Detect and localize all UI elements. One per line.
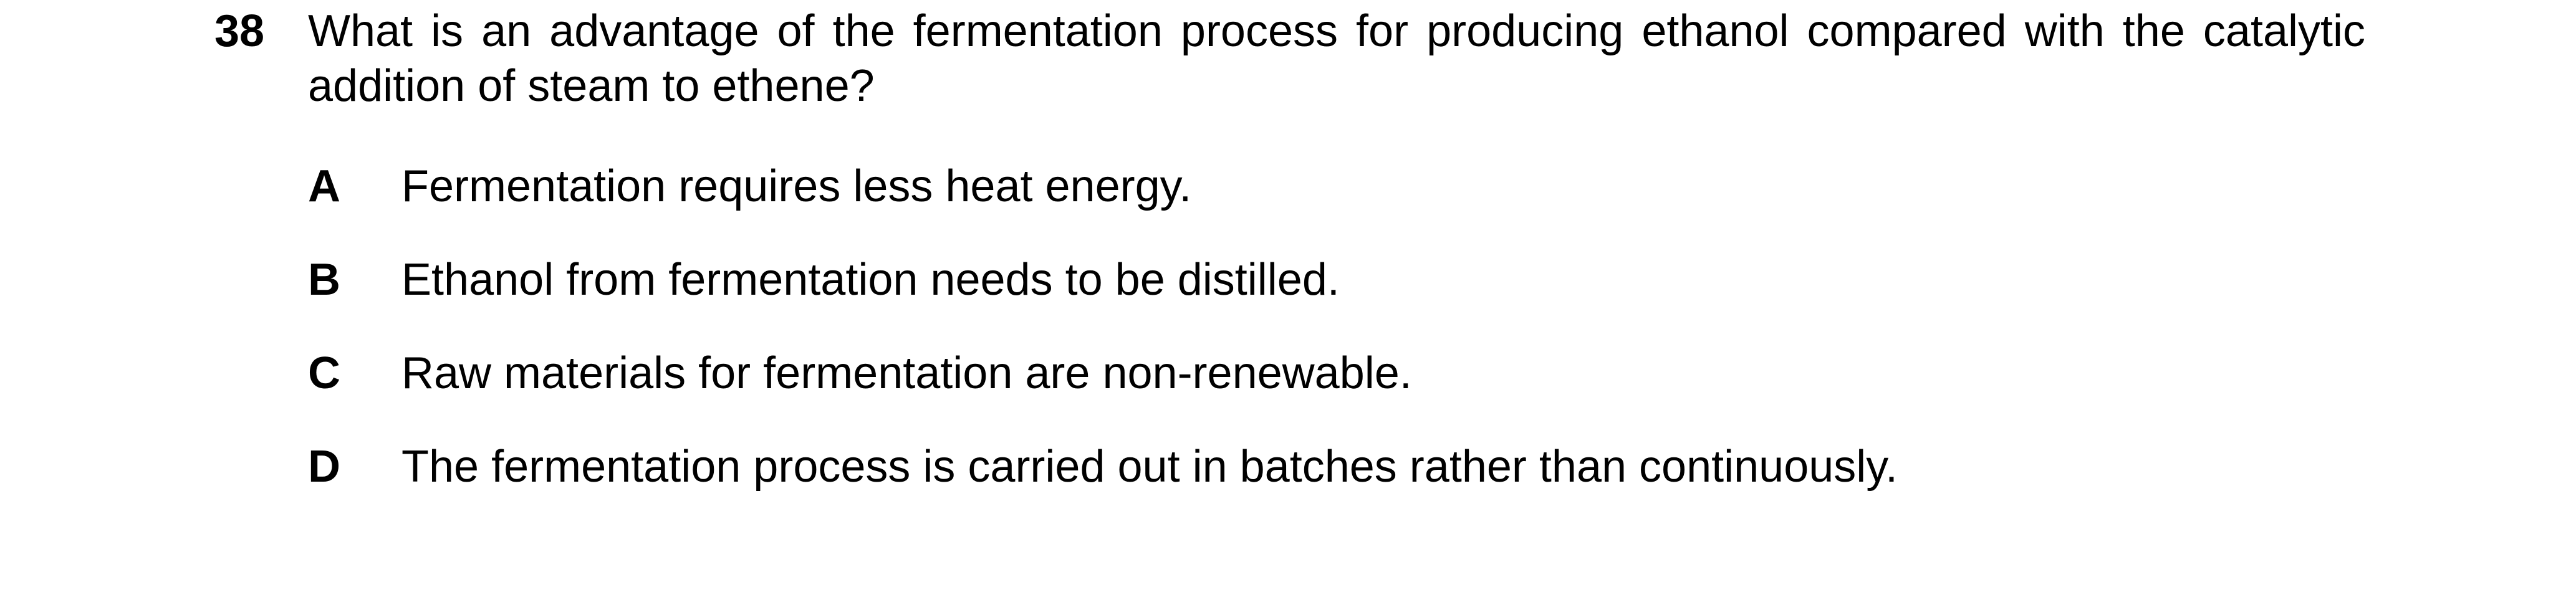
option-b: [308, 252, 2365, 346]
option-letter: D: [308, 442, 340, 492]
answer-options: [308, 159, 2365, 533]
option-a: [308, 159, 2365, 252]
question-stem: What is an advantage of the fermentation process for producing ethanol compared with the catalytic addition of steam to ethene?: [308, 6, 2365, 111]
option-letter: B: [308, 255, 340, 305]
option-c: [308, 346, 2365, 439]
option-text: Fermentation requires less heat energy.: [401, 161, 1192, 211]
option-text: Raw materials for fermentation are non-renewable.: [401, 348, 1412, 398]
question-number: 38: [214, 6, 265, 56]
option-d: [308, 439, 2365, 533]
option-letter: A: [308, 161, 340, 211]
option-letter: C: [308, 348, 340, 398]
option-text: The fermentation process is carried out in batches rather than continuously.: [401, 442, 1898, 492]
option-text: Ethanol from fermentation needs to be distilled.: [401, 255, 1340, 305]
